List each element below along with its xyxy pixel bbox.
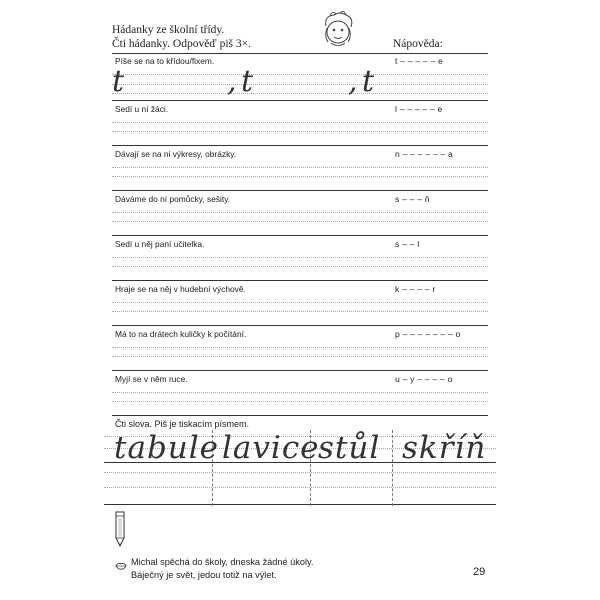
page-number: 29 [473,566,486,578]
riddle-hint: s – – – ň [395,194,430,204]
riddle-hint: n – – – – – – a [395,149,453,159]
word-divider [392,430,393,506]
writing-guide-line [104,472,496,473]
writing-guide-line [112,257,488,258]
answer-baseline-rule [112,280,488,281]
riddle-text: Píše se na to křídou/fixem. [115,56,215,66]
riddle-hint: k – – – – r [395,284,436,294]
copy-word: lavice [222,430,320,466]
riddle-hint: u – y – – – – o [395,374,453,384]
writing-guide-line [112,311,488,312]
writing-guide-line [112,131,488,132]
lips-icon [115,562,127,570]
footer-rhyme-line: Michal spěchá do školy, dneska žádné úkoly. [131,557,314,567]
example-separator: , [227,64,237,99]
answer-baseline-rule [112,100,488,101]
answer-baseline-rule [112,235,488,236]
answer-baseline-rule [112,415,488,416]
writing-guide-line [112,266,488,267]
answer-baseline-rule [112,325,488,326]
riddle-hint: l – – – – – e [395,104,443,114]
riddle-text: Dávají se na ni výkresy, obrázky. [115,149,237,159]
page-instruction: Čti hádanky. Odpověď piš 3×. [112,38,252,50]
riddle-text: Myjí se v něm ruce. [115,374,188,384]
copy-word: skříň [402,430,487,466]
answer-baseline-rule [112,190,488,191]
word-baseline-rule [104,504,496,505]
answer-baseline-rule [112,370,488,371]
writing-guide-line [112,93,488,94]
writing-guide-line [112,392,488,393]
girl-mascot-icon [318,10,358,50]
riddle-text: Sedí u něj paní učitelka. [115,239,205,249]
copy-word: stůl [318,430,381,466]
copy-section-label: Čti slova. Piš je tiskacím písmem. [115,419,250,429]
writing-guide-line [112,122,488,123]
writing-guide-line [112,176,488,177]
answer-baseline-rule [112,145,488,146]
pencil-icon [112,510,128,548]
example-letter: t [362,64,375,99]
riddle-hint: s – – l [395,239,420,249]
hint-title: Nápověda: [393,38,443,50]
riddle-text: Dáváme do ní pomůcky, sešity. [115,194,231,204]
example-letter: t [241,64,254,99]
riddle-hint: p – – – – – – – o [395,329,461,339]
example-separator: , [348,64,358,99]
riddle-text: Sedí u ní žáci. [115,104,169,114]
riddle-text: Hraje se na něj v hudební výchově. [115,284,246,294]
writing-guide-line [112,401,488,402]
writing-guide-line [112,356,488,357]
writing-guide-line [112,221,488,222]
writing-guide-line [112,212,488,213]
writing-guide-line [112,302,488,303]
page-title: Hádanky ze školní třídy. [112,24,225,36]
writing-guide-line [104,487,496,488]
writing-guide-line [112,167,488,168]
copy-word: tabule [114,430,220,466]
riddle-text: Má to na drátech kuličky k počítání. [115,329,247,339]
answer-top-rule [112,53,488,54]
writing-guide-line [112,74,488,75]
footer-rhyme-line: Báječný je svět, jedou totiž na výlet. [131,570,277,580]
example-letter: t [112,64,125,99]
riddle-hint: t – – – – – e [395,56,443,66]
writing-guide-line [112,347,488,348]
writing-guide-line [112,84,488,85]
